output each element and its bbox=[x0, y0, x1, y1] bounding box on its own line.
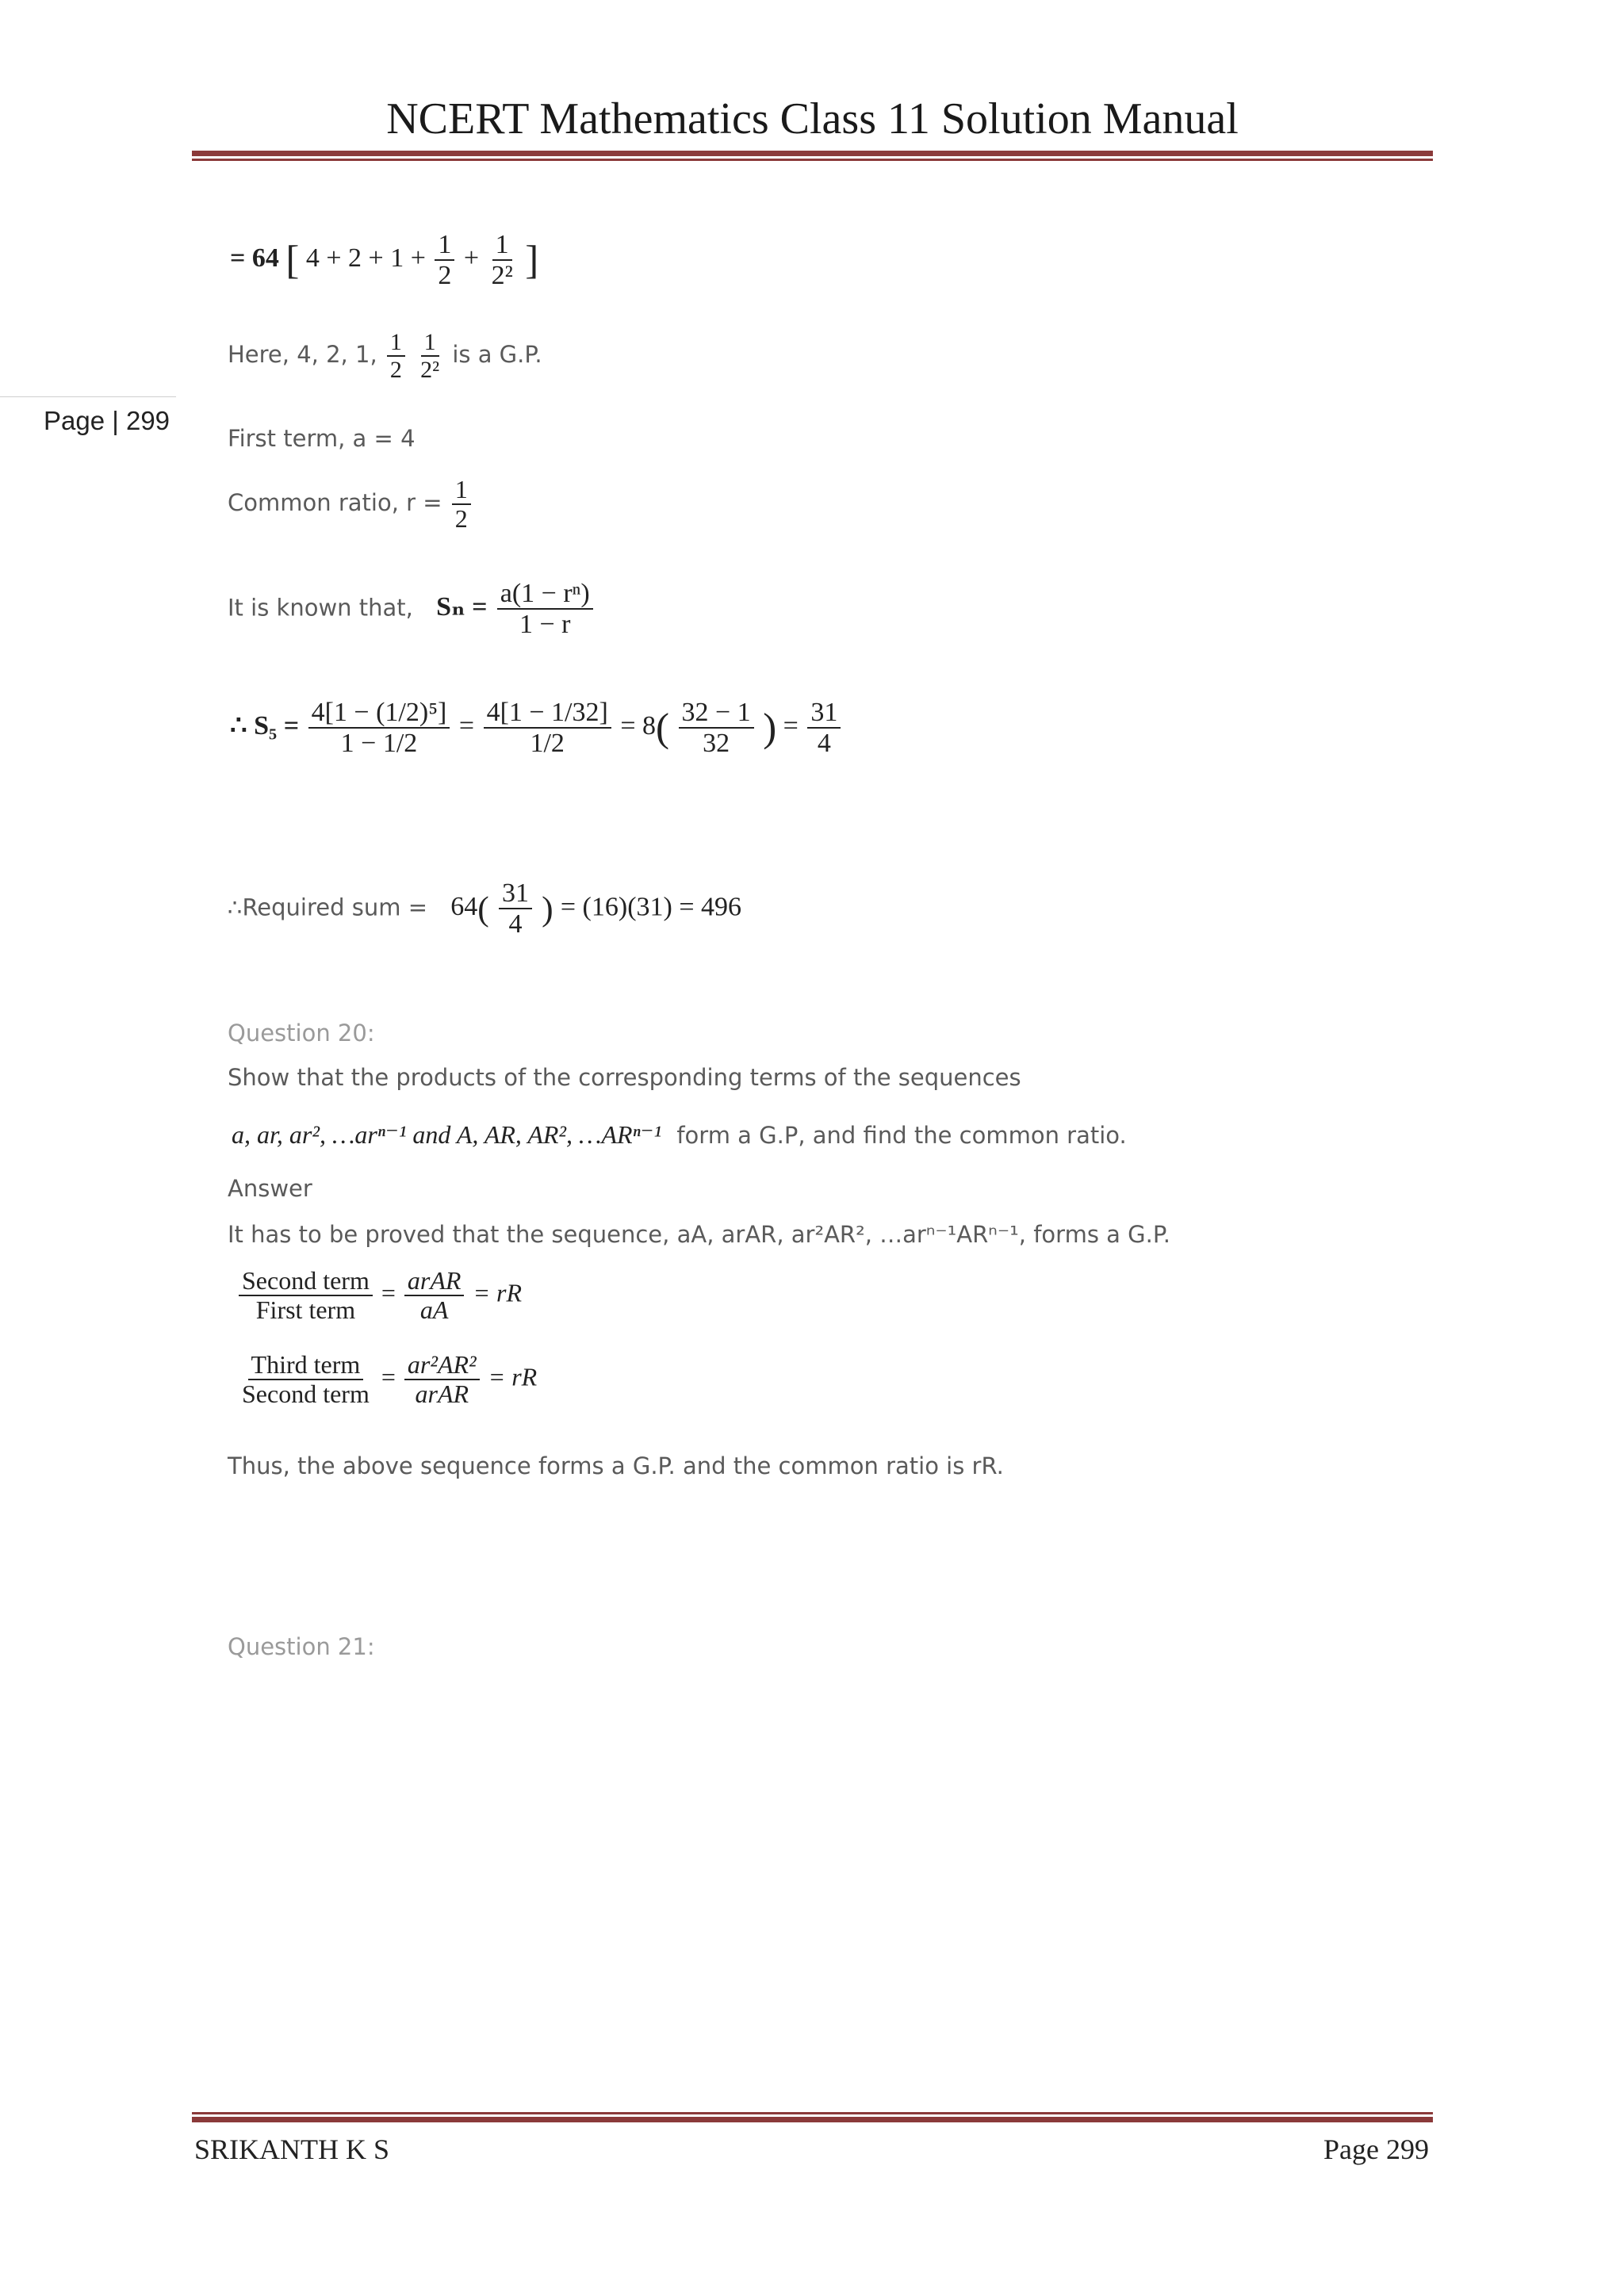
answer-label: Answer bbox=[228, 1175, 312, 1202]
footer-author: SRIKANTH K S bbox=[194, 2133, 390, 2165]
margin-divider bbox=[0, 396, 176, 397]
question-21-heading: Question 21: bbox=[228, 1633, 375, 1660]
header-rule-thick bbox=[192, 151, 1433, 156]
required-sum: ∴Required sum = 64( $\frac{31}{4}$ ) = (16)(31) = 496 bbox=[228, 878, 742, 939]
question-20-sequences: a, ar, ar², …arⁿ⁻¹ and A, AR, AR², …ARⁿ⁻¹ form a G.P, and find the common ratio. bbox=[232, 1120, 1127, 1149]
ratio-third-second: $\frac{\text{Third term}}{\text{Second term}}$ = $\frac{\text{ar²AR²}}{\text{arAR}}$ = rR bbox=[242, 1350, 538, 1409]
common-ratio: Common ratio, r = $\frac{1}{2}$ bbox=[228, 476, 473, 533]
proof-statement: It has to be proved that the sequence, aA, arAR, ar²AR², …arⁿ⁻¹ARⁿ⁻¹, forms a G.P. bbox=[228, 1221, 1171, 1248]
header-rule-thin bbox=[192, 159, 1433, 161]
s5-calculation: ∴ S₅ = $\frac{\text{4[1 − (1/2)⁵]}}{1 - 1/2}$ = $\frac{4[1 - 1/32]}{1/2}$ = 8( $\frac{32 - 1}{32}$ ) = $\frac{31}{4}$ bbox=[230, 698, 843, 759]
footer-page-number: Page 299 bbox=[1323, 2133, 1429, 2165]
conclusion: Thus, the above sequence forms a G.P. and the common ratio is rR. bbox=[228, 1452, 1004, 1479]
gp-statement: Here, 4, 2, 1, $\frac{1}{2}$ $\frac{1}{\text{2²}}$ is a G.P. bbox=[228, 329, 542, 383]
footer-rule-thick bbox=[192, 2117, 1433, 2122]
question-20-statement: Show that the products of the corresponding terms of the sequences bbox=[228, 1064, 1021, 1091]
margin-page-label: Page | 299 bbox=[44, 406, 170, 435]
ratio-second-first: $\frac{\text{Second term}}{\text{First term}}$ = $\frac{\text{arAR}}{aA}$ = rR bbox=[236, 1267, 522, 1324]
page-header-title: NCERT Mathematics Class 11 Solution Manual bbox=[386, 94, 1239, 144]
footer-rule-thin bbox=[192, 2112, 1433, 2114]
sum-formula: It is known that, Sₙ = $\frac{\text{a(1 − rⁿ)}}{1 - r}$ bbox=[228, 579, 596, 640]
first-term: First term, a = 4 bbox=[228, 425, 416, 452]
equation-sum-expression: = 64 [ 4 + 2 + 1 + $\frac{1}{2}$ + $\frac{1}{\text{2²}}$ ] bbox=[230, 230, 539, 291]
question-20-heading: Question 20: bbox=[228, 1020, 375, 1047]
